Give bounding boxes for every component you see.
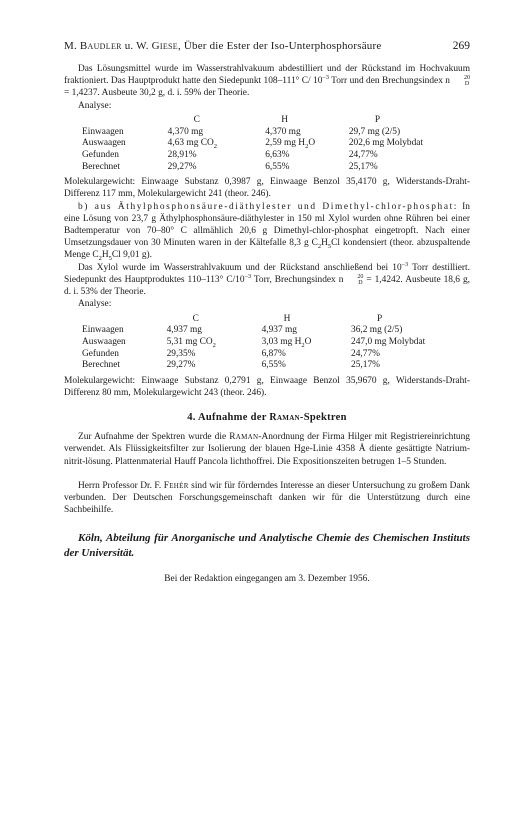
text: Torr und den Brechungsindex n: [328, 76, 450, 87]
author-giese: Giese: [151, 40, 178, 52]
analyse-label-2: Analyse:: [78, 299, 112, 310]
col-header-p: P: [374, 115, 381, 126]
section-heading-raman: 4. Aufnahme der Raman-Spektren: [187, 412, 347, 424]
molecular-weight-2: Molekulargewicht: Einwaage Substanz 0,2791 g, Einwaage Benzol 35,9670 g, Widerstands-Draht-Differenz 80 mm, Molekulargewicht 243 (theor. 246).: [64, 375, 470, 398]
received-date: Bei der Redaktion eingegangen am 3. Dezember 1956.: [164, 574, 370, 585]
exponent: –3: [322, 74, 329, 82]
col-header-p: P: [377, 313, 383, 324]
text: Das Lösungsmittel wurde im Wasserstrahlvakuum abdestilliert und der Rückstand im Hochvakuum fraktioniert. Das Hauptprodukt hatte den Siedepunkt 108–111° C/ 10: [64, 64, 470, 87]
analysis-table-1: [82, 114, 470, 173]
running-header: [64, 40, 470, 52]
table-row: Auswaagen 4,63 mg $CO_2$ 2,59 mg $H_2O$ 202,6 mg Molybdat: [82, 138, 424, 151]
table-row: Berechnet 29,27% 6,55% 25,17%: [82, 360, 380, 371]
paragraph-method-b: b) aus Äthylphosphonsäure-diäthylester und Dimethyl-chlor-phosphat: In eine Lösung von 23,7 g Äthylphosphonsäure-diäthylester in 150 ml Xylol wurden ohne Rühren bei einer Badtemperatur von 70–80° C allmählich 20,6 g Dimethyl-chlor-phosphat eingetropft. Nach einer Umsetzungsdauer von 30 Minuten waren in der Kältefalle 8,3 g $C_2H_5Cl$ kondensiert (theor. abzuspaltende Menge $C_2H_5Cl$ 9,01 g).: [64, 201, 470, 263]
paragraph-acknowledgements: Herrn Professor Dr. F. Fehér sind wir für förderndes Interesse an dieser Untersuchung zu großem Dank verbunden. Der Deutschen Forschungsgemeinschaft danken wir für die Unterstützung durch eine Sachbeihilfe.: [64, 480, 470, 516]
refractive-index-symbol: 20 D: [357, 273, 364, 286]
table-row: Einwaagen 4,370 mg 4,370 mg 29,7 mg (2/5): [82, 126, 401, 137]
paragraph-distillation-a: [64, 63, 470, 100]
paragraph-distillation-b: Das Xylol wurde im Wasserstrahlvakuum und der Rückstand anschließend bei $10^{-3}$ Torr destilliert. Siedepunkt des Hauptproduktes 110–113° $C/10^{-3}$ Torr, Brechungsindex n 20 D = 1,4242. Ausbeute 18,6 g, d. i. 53% der Theorie.: [64, 260, 470, 298]
col-header-c: C: [193, 115, 200, 126]
table-row: Auswaagen 5,31 mg $CO_2$ 3,03 mg $H_2O$ 247,0 mg Molybdat: [82, 337, 426, 349]
analysis-table-2: [82, 312, 470, 371]
author-baudler: Baudler: [79, 40, 122, 52]
method-b-heading: b) aus Äthylphosphonsäure-diäthylester und Dimethyl-chlor-phosphat:: [78, 201, 458, 212]
page-number: 269: [452, 40, 470, 52]
table-header-row: [82, 114, 470, 127]
table-row: Einwaagen 4,937 mg 4,937 mg 36,2 mg (2/5): [82, 325, 403, 336]
affiliation: Köln, Abteilung für Anorganische und Analytische Chemie des Chemischen Instituts der Universität.: [64, 532, 470, 559]
col-header-c: C: [192, 313, 199, 324]
table-row: Berechnet 29,27% 6,55% 25,17%: [82, 161, 378, 172]
header-title: , Über die Ester der Iso-Unterphosphorsäure: [177, 40, 382, 52]
table-row: Gefunden 28,91% 6,63% 24,77%: [82, 150, 378, 160]
temperature-superscript: 20: [464, 75, 470, 82]
table-row: Gefunden 29,35% 6,87% 24,77%: [82, 348, 380, 359]
line-subscript: D: [464, 81, 470, 88]
table-header-row: [82, 312, 470, 325]
authors-mid: u. W.: [121, 40, 152, 52]
header-authors: [64, 40, 381, 52]
paragraph-raman: Zur Aufnahme der Spektren wurde die Raman-Anordnung der Firma Hilger mit Registriereinrichtung verwendet. Als Flüssigkeitsfilter zur Isolierung der blauen Hge-Linie 4358 Å diente gesättigte Natrium-nitrit-lösung. Plattenmaterial Hauff Pancola lichthoffrei. Die Expositionszeiten betrugen 1–5 Stunden.: [64, 432, 470, 467]
molecular-weight-1: Molekulargewicht: Einwaage Substanz 0,3987 g, Einwaage Benzol 35,4170 g, Widerstands-Draht-Differenz 117 mm, Molekulargewicht 241 (theor. 246).: [64, 177, 470, 200]
authors-prefix: M.: [64, 40, 80, 52]
text: = 1,4237. Ausbeute 30,2 g, d. i. 59% der Theorie.: [64, 88, 250, 99]
analyse-label-1: Analyse:: [78, 100, 112, 111]
refractive-index-symbol: [450, 75, 470, 87]
col-header-h: H: [281, 115, 288, 126]
col-header-h: H: [283, 313, 291, 324]
